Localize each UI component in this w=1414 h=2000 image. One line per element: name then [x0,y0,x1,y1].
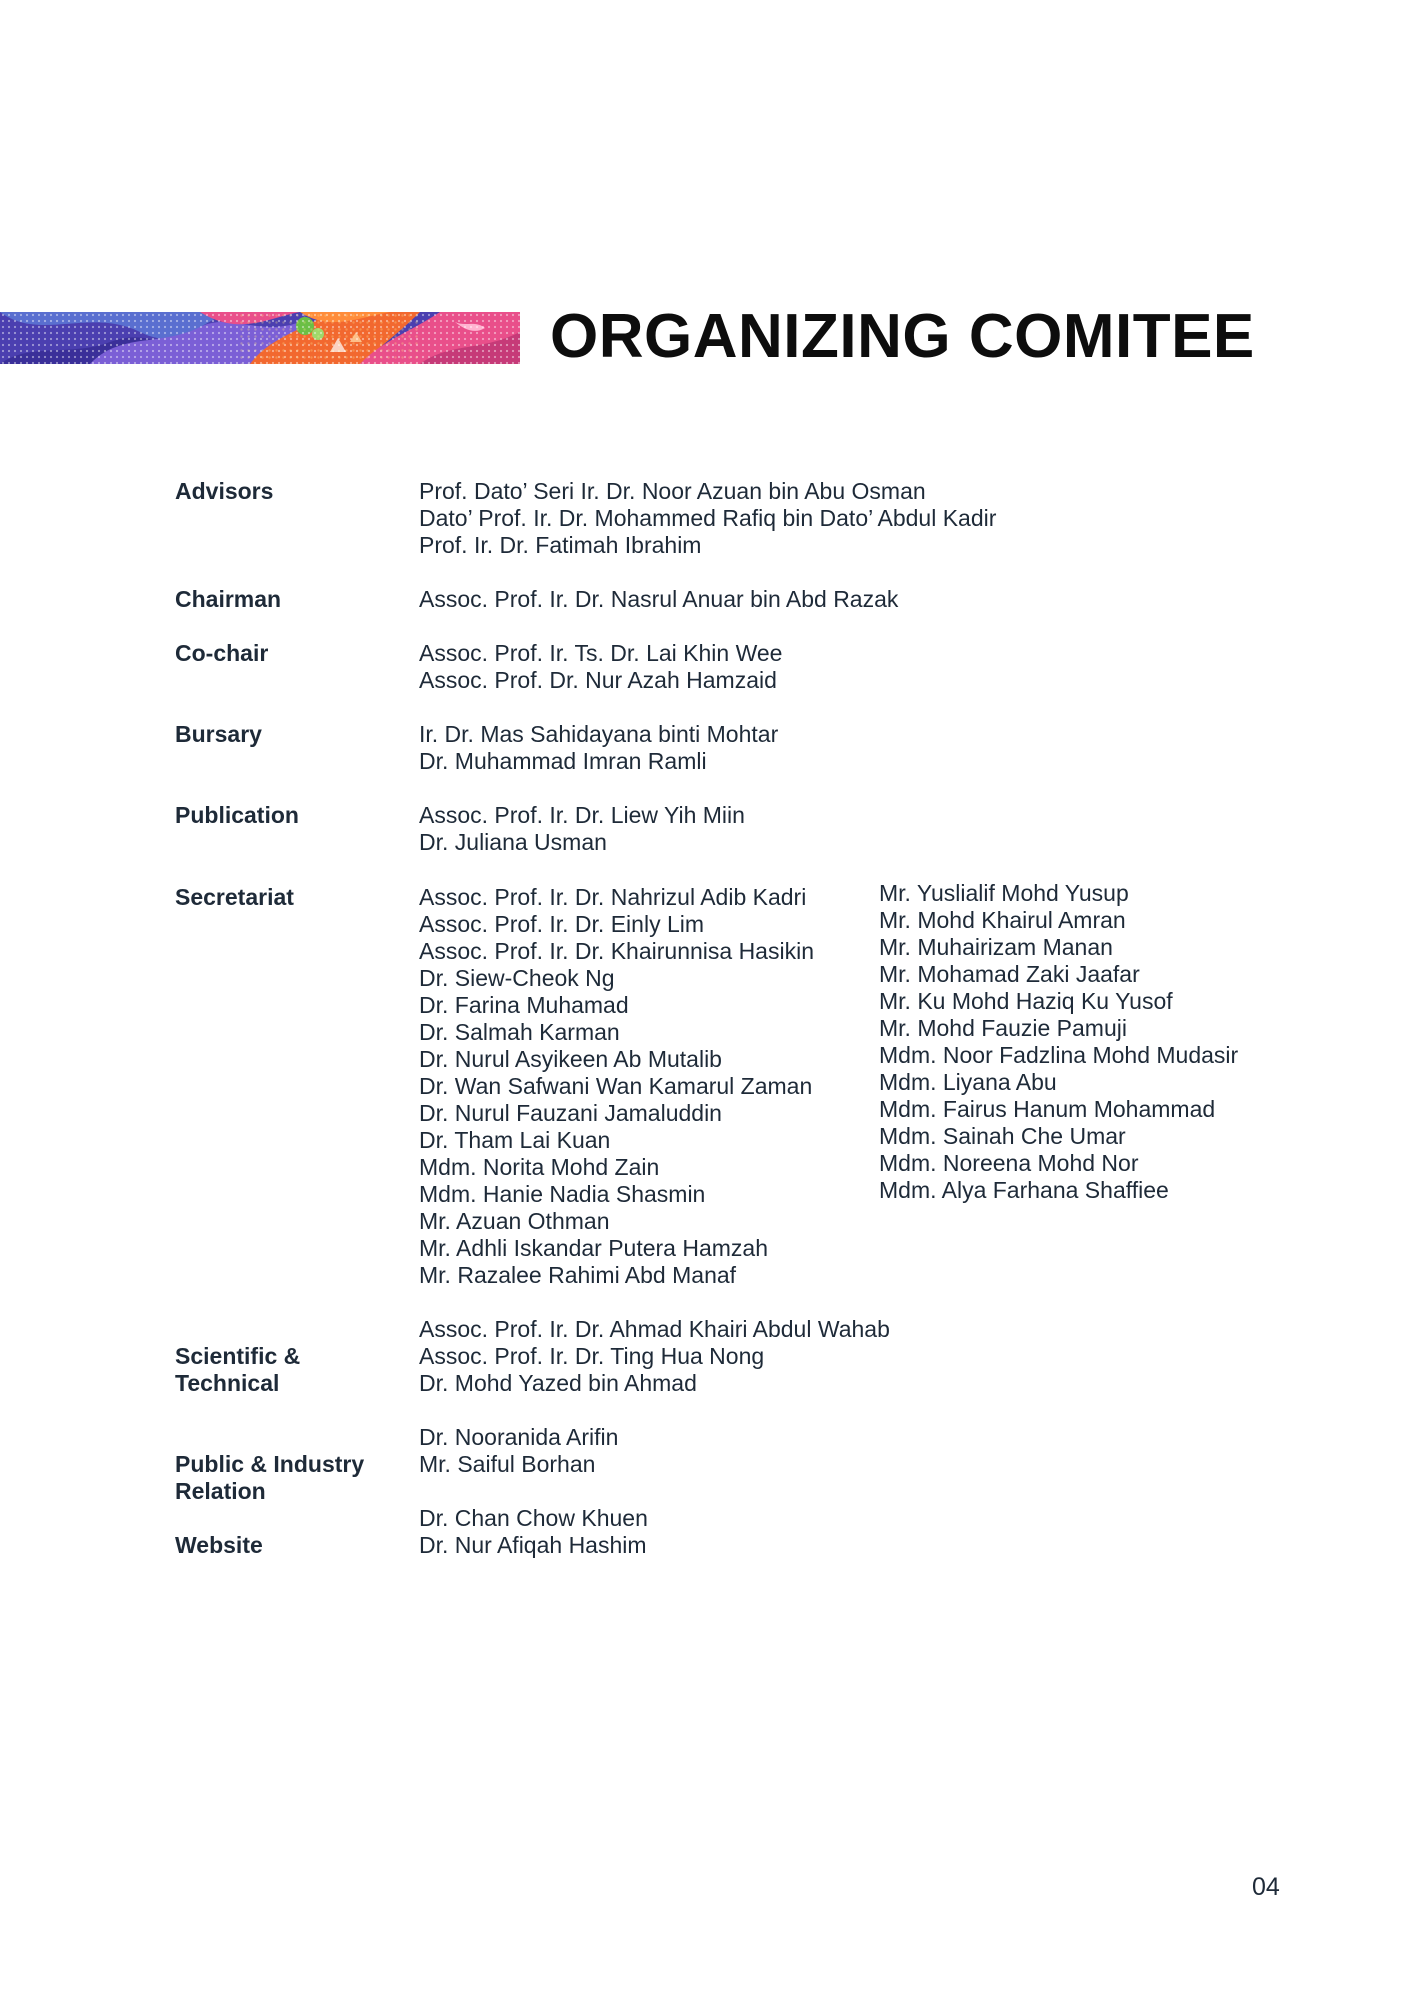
role-label-line: Relation [175,1478,266,1504]
role-label-publication: Publication [175,802,299,828]
member-name: Assoc. Prof. Ir. Ts. Dr. Lai Khin Wee [419,640,783,666]
secretariat-list-col2 [879,880,1238,1204]
member-name: Mdm. Noreena Mohd Nor [879,1150,1139,1176]
member-name: Mr. Mohamad Zaki Jaafar [879,961,1140,987]
member-name: Mdm. Sainah Che Umar [879,1123,1126,1149]
chairman-list [419,586,898,613]
role-label-chairman: Chairman [175,586,282,612]
member-name: Prof. Ir. Dr. Fatimah Ibrahim [419,532,702,558]
member-name: Mr. Mohd Fauzie Pamuji [879,1015,1127,1041]
member-name: Mr. Azuan Othman [419,1208,610,1234]
member-name: Mr. Muhairizam Manan [879,934,1113,960]
website-list [419,1505,648,1559]
scientific-technical-list [419,1316,890,1397]
member-name: Dr. Farina Muhamad [419,992,629,1018]
role-label-line: Technical [175,1370,280,1396]
member-name: Mdm. Hanie Nadia Shasmin [419,1181,706,1207]
member-name: Ir. Dr. Mas Sahidayana binti Mohtar [419,721,779,747]
member-name: Mr. Ku Mohd Haziq Ku Yusof [879,988,1173,1014]
member-name: Dr. Nurul Asyikeen Ab Mutalib [419,1046,722,1072]
member-name: Assoc. Prof. Ir. Dr. Ting Hua Nong [419,1343,765,1369]
cochair-list [419,640,782,694]
bursary-list [419,721,778,775]
batik-banner-image [0,312,520,364]
member-name: Dr. Juliana Usman [419,829,607,855]
member-name: Mr. Mohd Khairul Amran [879,907,1126,933]
member-name: Assoc. Prof. Ir. Dr. Nahrizul Adib Kadri [419,884,807,910]
member-name: Mdm. Noor Fadzlina Mohd Mudasir [879,1042,1239,1068]
member-name: Assoc. Prof. Ir. Dr. Khairunnisa Hasikin [419,938,814,964]
member-name: Dr. Siew-Cheok Ng [419,965,615,991]
member-name: Mr. Adhli Iskandar Putera Hamzah [419,1235,768,1261]
member-name: Mdm. Alya Farhana Shaffiee [879,1177,1169,1203]
member-name: Dr. Muhammad Imran Ramli [419,748,707,774]
member-name: Assoc. Prof. Ir. Dr. Liew Yih Miin [419,802,745,828]
member-name: Assoc. Prof. Ir. Dr. Einly Lim [419,911,705,937]
publication-list [419,802,745,856]
role-label-public-industry-relation [175,1451,405,1505]
member-name: Dr. Salmah Karman [419,1019,620,1045]
member-name: Dr. Mohd Yazed bin Ahmad [419,1370,697,1396]
member-name: Mr. Saiful Borhan [419,1451,596,1477]
member-name: Mdm. Liyana Abu [879,1069,1057,1095]
role-label-bursary: Bursary [175,721,262,747]
advisors-list [419,478,996,559]
member-name: Assoc. Prof. Ir. Dr. Nasrul Anuar bin Abd Razak [419,586,899,612]
member-name: Prof. Dato’ Seri Ir. Dr. Noor Azuan bin Abu Osman [419,478,926,504]
member-name: Dr. Nooranida Arifin [419,1424,619,1450]
role-label-cochair: Co-chair [175,640,269,666]
secretariat-list-col1 [419,884,814,1289]
role-label-secretariat: Secretariat [175,884,294,910]
role-label-advisors: Advisors [175,478,274,504]
member-name: Dr. Wan Safwani Wan Kamarul Zaman [419,1073,813,1099]
member-name: Mdm. Fairus Hanum Mohammad [879,1096,1216,1122]
member-name: Dato’ Prof. Ir. Dr. Mohammed Rafiq bin Dato’ Abdul Kadir [419,505,997,531]
member-name: Mr. Razalee Rahimi Abd Manaf [419,1262,737,1288]
member-name: Dr. Nur Afiqah Hashim [419,1532,647,1558]
member-name: Dr. Tham Lai Kuan [419,1127,611,1153]
role-label-line: Public & Industry [175,1451,365,1477]
public-industry-relation-list [419,1424,618,1478]
page-number: 04 [1252,1873,1280,1901]
member-name: Dr. Nurul Fauzani Jamaluddin [419,1100,722,1126]
role-label-scientific-technical [175,1343,405,1397]
member-name: Mr. Yuslialif Mohd Yusup [879,880,1129,906]
member-name: Dr. Chan Chow Khuen [419,1505,648,1531]
page-title: ORGANIZING COMITEE [550,302,1255,371]
role-label-website: Website [175,1532,263,1558]
member-name: Assoc. Prof. Dr. Nur Azah Hamzaid [419,667,777,693]
role-label-line: Scientific & [175,1343,301,1369]
member-name: Mdm. Norita Mohd Zain [419,1154,660,1180]
member-name: Assoc. Prof. Ir. Dr. Ahmad Khairi Abdul Wahab [419,1316,890,1342]
